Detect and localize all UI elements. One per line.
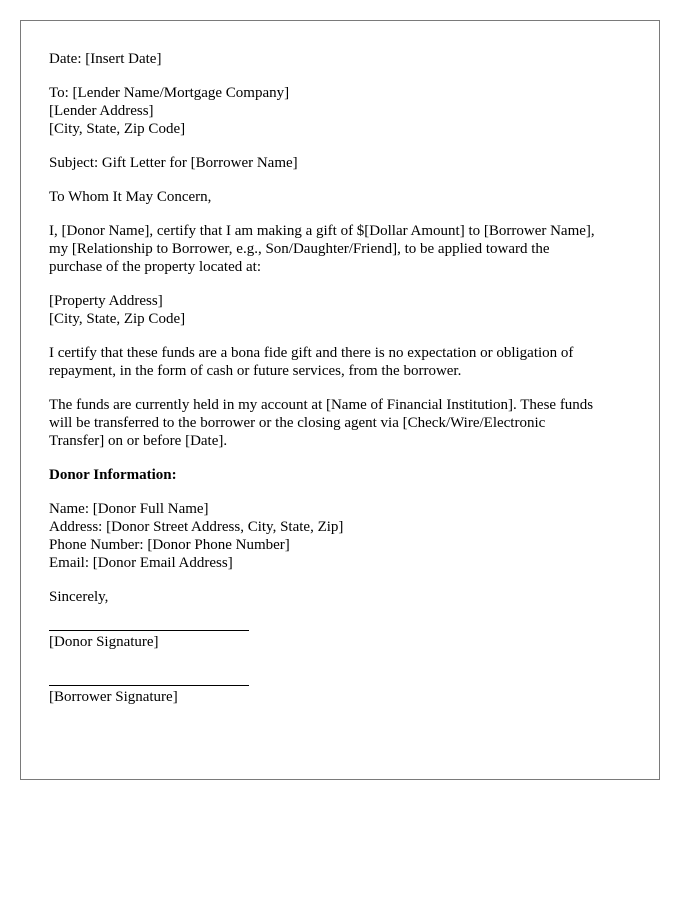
- subject-line: [49, 154, 631, 172]
- recipient-address: [Lender Address]: [49, 103, 154, 119]
- recipient-block: [49, 84, 631, 138]
- funds-transfer-line: The funds are currently held in my account at [Name of Financial Institution]. These funds: [49, 397, 594, 413]
- date-text: Date: [Insert Date]: [49, 51, 162, 67]
- bona-fide-gift-line: repayment, in the form of cash or future services, from the borrower.: [49, 363, 462, 379]
- donor-address-line: Address: [Donor Street Address, City, State, Zip]: [49, 519, 344, 535]
- property-address-block: [49, 292, 631, 328]
- subject-text: Subject: Gift Letter for [Borrower Name]: [49, 155, 298, 171]
- recipient-city-state-zip: [City, State, Zip Code]: [49, 121, 186, 137]
- donor-signature-line: [49, 630, 249, 631]
- borrower-signature-label: [Borrower Signature]: [49, 689, 178, 705]
- funds-transfer-line: will be transferred to the borrower or the closing agent via [Check/Wire/Electronic: [49, 415, 546, 431]
- gift-statement-line: purchase of the property located at:: [49, 259, 261, 275]
- borrower-signature-line: [49, 685, 249, 686]
- funds-transfer-line: Transfer] on or before [Date].: [49, 433, 228, 449]
- bona-fide-gift-paragraph: [49, 344, 631, 380]
- gift-letter-document: [20, 20, 660, 780]
- recipient-name: To: [Lender Name/Mortgage Company]: [49, 85, 290, 101]
- gift-statement-line: I, [Donor Name], certify that I am making a gift of $[Dollar Amount] to [Borrower Name],: [49, 223, 595, 239]
- property-city-state-zip: [City, State, Zip Code]: [49, 311, 186, 327]
- funds-transfer-paragraph: [49, 396, 631, 450]
- bona-fide-gift-line: I certify that these funds are a bona fide gift and there is no expectation or obligation of: [49, 345, 574, 361]
- gift-statement-paragraph: [49, 222, 631, 276]
- donor-signature-block: [49, 630, 631, 651]
- donor-info-block: [49, 500, 631, 572]
- gift-statement-line: my [Relationship to Borrower, e.g., Son/Daughter/Friend], to be applied toward the: [49, 241, 550, 257]
- property-address: [Property Address]: [49, 293, 163, 309]
- closing: [49, 588, 631, 606]
- donor-info-heading: [49, 466, 631, 484]
- borrower-signature-block: [49, 685, 631, 706]
- closing-text: Sincerely,: [49, 589, 109, 605]
- salutation: [49, 188, 631, 206]
- salutation-text: To Whom It May Concern,: [49, 189, 212, 205]
- date-line: [49, 50, 631, 68]
- donor-email-line: Email: [Donor Email Address]: [49, 555, 233, 571]
- donor-phone-line: Phone Number: [Donor Phone Number]: [49, 537, 290, 553]
- donor-name-line: Name: [Donor Full Name]: [49, 501, 209, 517]
- donor-signature-label: [Donor Signature]: [49, 634, 159, 650]
- donor-info-heading-text: Donor Information:: [49, 467, 177, 483]
